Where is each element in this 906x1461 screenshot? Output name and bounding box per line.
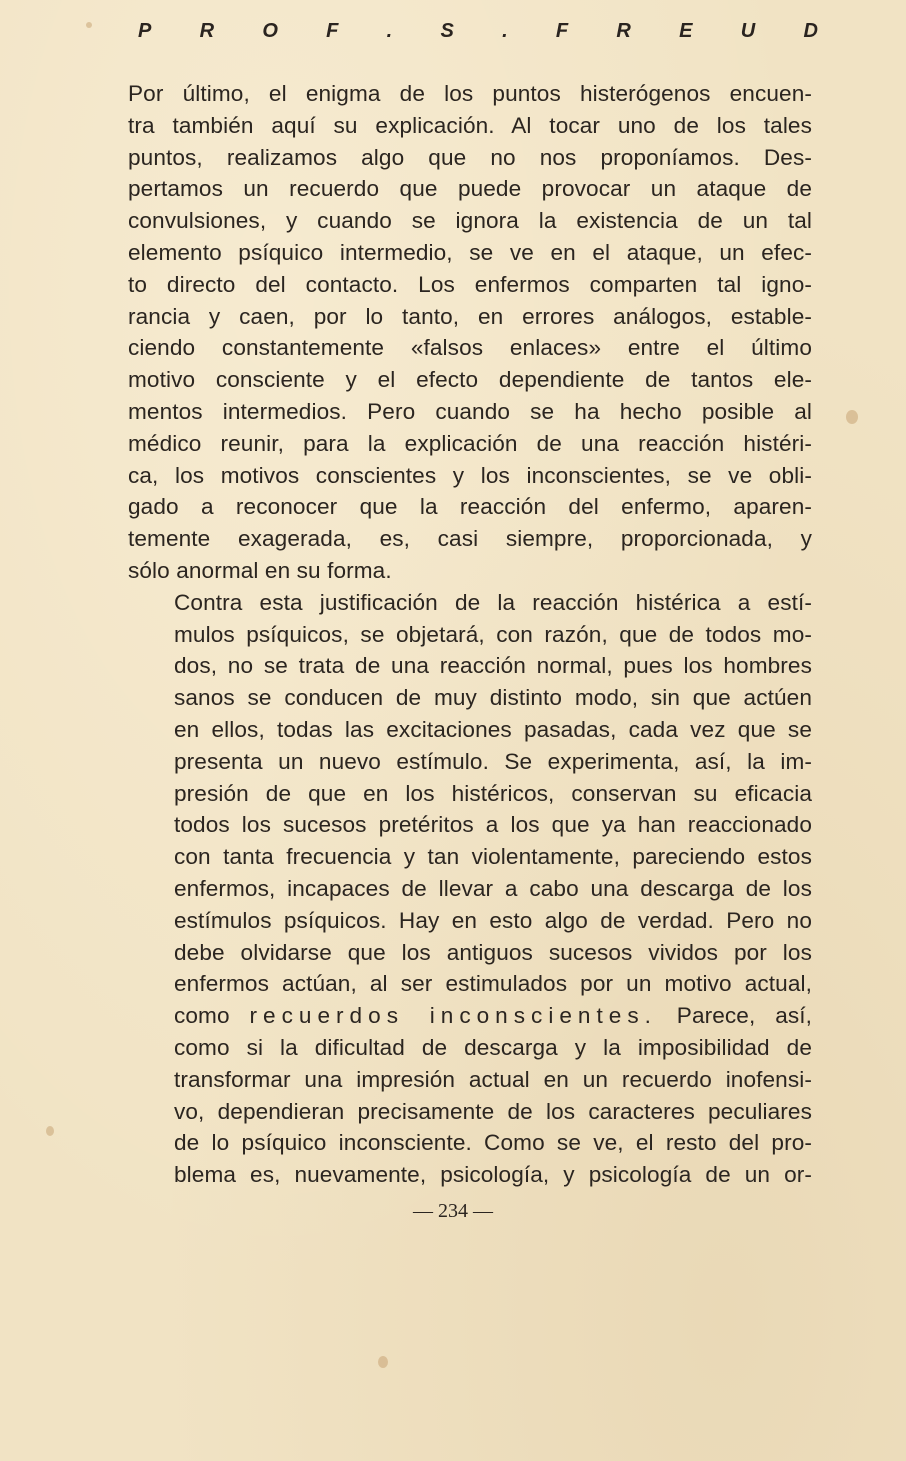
text-line: mentos intermedios. Pero cuando se ha hecho posible al [128,398,812,424]
text-line: pertamos un recuerdo que puede provocar un ataque de [128,176,812,202]
paper-speck [46,1126,54,1136]
text-line: motivo consciente y el efecto dependiente de tantos ele- [128,367,812,393]
emphasized-phrase: recuerdos inconscientes. [249,1003,657,1029]
paper-speck [378,1356,388,1368]
text-line: blema es, nuevamente, psicología, y psicología de un or- [174,1162,812,1188]
paper-speck [846,410,858,424]
text-line: con tanta frecuencia y tan violentamente, pareciendo estos [174,844,812,870]
text-line: transformar una impresión actual en un recuerdo inofensi- [174,1066,812,1092]
running-head-letter: F [555,20,569,42]
text-line: vo, dependieran precisamente de los caracteres peculiares [174,1098,812,1124]
text-line: mulos psíquicos, se objetará, con razón, que de todos mo- [174,621,812,647]
text-line: puntos, realizamos algo que no nos proponíamos. Des- [128,144,812,170]
text-line: to directo del contacto. Los enfermos comparten tal igno- [128,271,812,297]
text-line: elemento psíquico intermedio, se ve en el ataque, un efec- [128,239,812,265]
text-line: temente exagerada, es, casi siempre, proporcionada, y [128,526,812,552]
running-head-letter: D [803,20,818,42]
text-line: como si la dificultad de descarga y la imposibilidad de [174,1034,812,1060]
text-line: médico reunir, para la explicación de una reacción histéri- [128,430,812,456]
text-line: Por último, el enigma de los puntos histerógenos encuen- [128,81,812,106]
text-line: rancia y caen, por lo tanto, en errores análogos, estable- [128,303,812,329]
text-line: de lo psíquico inconsciente. Como se ve, el resto del pro- [174,1130,812,1156]
text-line: gado a reconocer que la reacción del enfermo, aparen- [128,494,812,520]
text-line: convulsiones, y cuando se ignora la existencia de un tal [128,208,812,234]
running-head [138,20,818,43]
text-line: presión de que en los histéricos, conservan su eficacia [174,780,812,806]
body-text [128,78,812,1191]
running-head-letter: E [679,20,693,42]
text-line: dos, no se trata de una reacción normal, pues los hombres [174,653,812,679]
text-line: debe olvidarse que los antiguos sucesos vividos por los [174,939,812,965]
running-head-letter: U [740,20,756,42]
text-line: presenta un nuevo estímulo. Se experimenta, así, la im- [174,748,812,774]
running-head-letter: . [386,20,393,42]
text-line: enfermos, incapaces de llevar a cabo una descarga de los [174,875,812,901]
text-line: Contra esta justificación de la reacción histérica a estí- [174,589,812,615]
running-head-letter: F [326,20,339,42]
text-line: sanos se conducen de muy distinto modo, sin que actúen [174,685,812,711]
text-line: ca, los motivos conscientes y los inconscientes, se ve obli- [128,462,812,488]
text-line: sólo anormal en su forma. [128,557,392,583]
text-line: tra también aquí su explicación. Al tocar uno de los tales [128,112,812,138]
paper-speck [86,22,92,28]
running-head-letter: R [199,20,215,42]
running-head-letter: P [138,20,152,42]
paragraph-2 [128,587,812,1191]
text-line: estímulos psíquicos. Hay en esto algo de verdad. Pero no [174,907,812,933]
text-line: enfermos actúan, al ser estimulados por un motivo actual, [174,971,812,997]
running-head-letter: R [616,20,631,42]
page-number: — 234 — [413,1200,493,1222]
text-line-spaced: como recuerdos inconscientes. Parece, así, [174,1003,812,1029]
running-head-letter: S [440,20,454,42]
text-line: en ellos, todas las excitaciones pasadas, cada vez que se [174,716,812,742]
running-head-letter: O [262,20,278,42]
text-line: ciendo constantemente «falsos enlaces» entre el último [128,335,812,361]
paragraph-1 [128,78,812,587]
running-head-letter: . [502,20,508,42]
text-line: todos los sucesos pretéritos a los que ya han reaccionado [174,812,812,838]
